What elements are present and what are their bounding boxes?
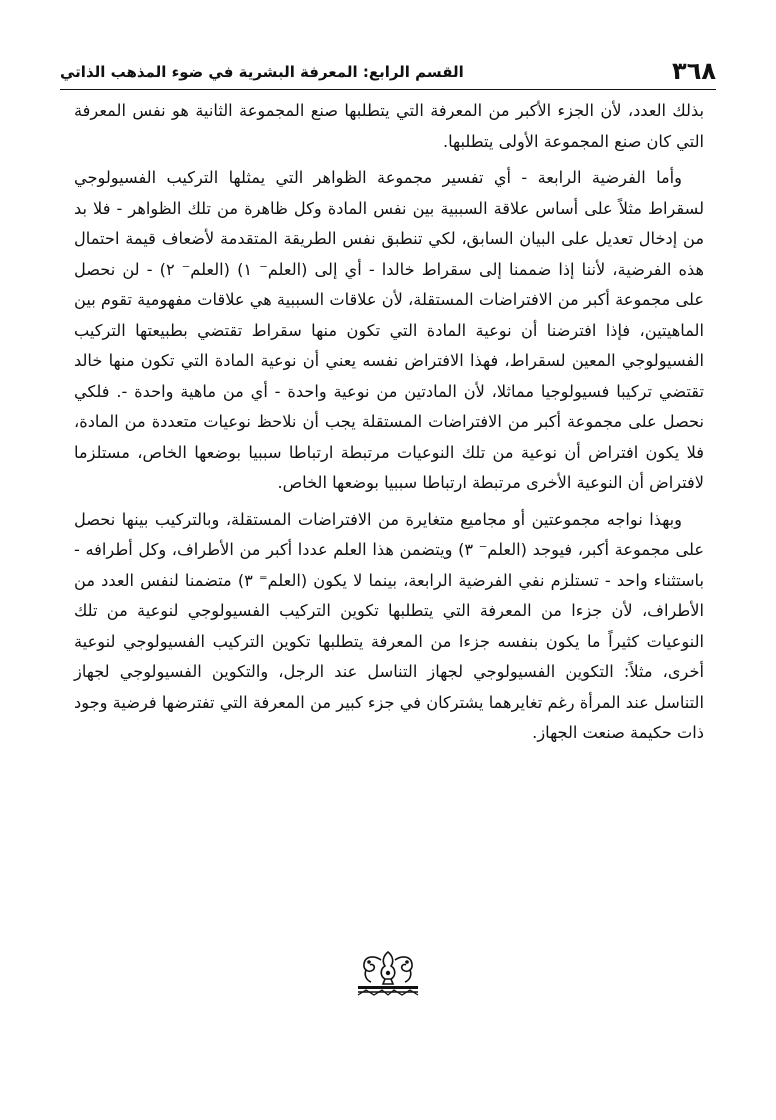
paragraph-fourth-hypothesis: وأما الفرضية الرابعة - أي تفسير مجموعة الظواهر التي يمثلها التركيب الفسيولوجي لسقراط مثلاً على أساس علاقة السببية بين نفس المادة وكل ظاهرة من تلك الظواهر - فلا بد من إدخال تعديل على البيان السابق، لكي تنطبق نفس الطريقة المتقدمة لأضعاف قيمة احتمال هذه الفرضية، لأننا إذا ضممنا إلى سقراط خالدا - أي إلى (العلم⁻ ١) (العلم⁻ ٢) - لن نحصل على مجموعة أكبر من الافتراضات المستقلة، لأن علاقات السببية هي علاقات مفهومية تقوم بين الماهيتين، فإذا افترضنا أن نوعية المادة التي تكون منها سقراط تقتضي بطبيعتها التركيب الفسيولوجي المعين لسقراط، فهذا الافتراض نفسه يعني أن نوعية المادة التي تكون منها خالد تقتضي تركيبا فسيولوجيا مماثلا، لأن المادتين من نوعية واحدة - أي من ماهية واحدة -. فلكي نحصل على مجموعة أكبر من الافتراضات المستقلة يجب أن نلاحظ نوعيات متعددة من المادة، فلا يكون افتراض أن نوعية من تلك النوعيات مرتبطة ارتباطا سببيا بوضعها الخاص، مستلزما لافتراض أن النوعية الأخرى مرتبطة ارتباطا سببيا بوضعها الخاص. xyxy=(74,168,704,492)
page-header xyxy=(60,56,716,90)
body-text xyxy=(74,96,704,749)
crown-vase-ornament-icon xyxy=(354,946,422,998)
paragraph-continuation: بذلك العدد، لأن الجزء الأكبر من المعرفة التي يتطلبها صنع المجموعة الثانية هو نفس المعرفة التي كان صنع المجموعة الأولى يتطلبها. xyxy=(74,101,704,151)
paragraph-combined-groups: وبهذا نواجه مجموعتين أو مجاميع متغايرة من الافتراضات المستقلة، وبالتركيب بينها نحصل على مجموعة أكبر، فيوجد (العلم⁻ ٣) ويتضمن هذا العلم عددا أكبر من الأطراف، وكل أطرافه - باستثناء واحد - تستلزم نفي الفرضية الرابعة، بينما لا يكون (العلم⁼ ٣) متضمنا لنفس العدد من الأطراف، لأن جزءا من المعرفة التي يتطلبها تكوين التركيب الفسيولوجي لنوعية من تلك النوعيات كثيراً ما يكون بنفسه جزءا من المعرفة يتطلبها تكوين التركيب الفسيولوجي لنوعية أخرى، مثلاً: التكوين الفسيولوجي لجهاز التناسل عند الرجل، والتكوين الفسيولوجي لجهاز التناسل عند المرأة رغم تغايرهما يشتركان في جزء كبير من المعرفة التي تفترضها فرضية وجود ذات حكيمة صنعت الجهاز. xyxy=(74,509,704,742)
header-divider xyxy=(60,89,716,90)
running-title: القسم الرابع: المعرفة البشرية في ضوء المذهب الذاتي xyxy=(60,63,464,81)
page-number: ٣٦٨ xyxy=(672,57,716,85)
